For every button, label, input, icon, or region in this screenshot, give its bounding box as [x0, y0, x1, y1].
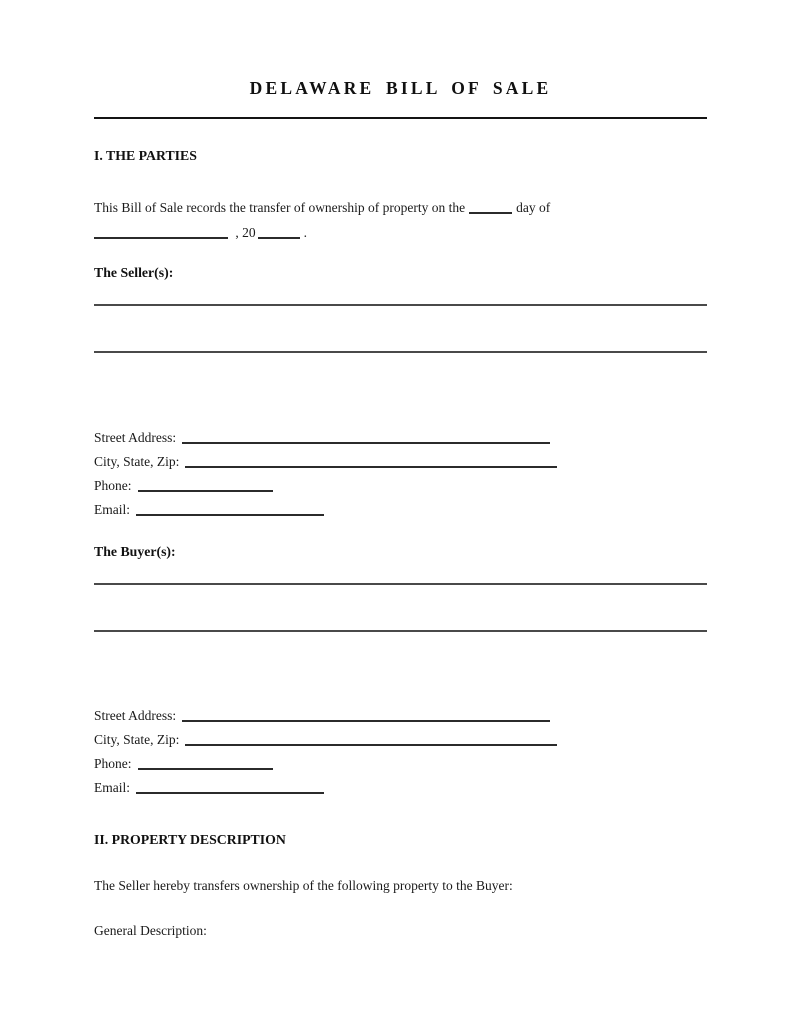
transfer-statement: The Seller hereby transfers ownership of the following property to the Buyer:: [94, 878, 513, 893]
buyer-name-line-2: [94, 585, 707, 632]
intro-text-dayof: day of: [516, 200, 551, 215]
seller-address-fields: [94, 426, 707, 522]
buyer-email-label: Email:: [94, 780, 130, 795]
seller-city-blank-line: [185, 454, 557, 468]
buyer-street-label: Street Address:: [94, 708, 177, 723]
seller-city-row: [94, 450, 707, 474]
year-blank-line: [258, 225, 300, 239]
buyer-street-row: [94, 704, 707, 728]
buyer-phone-blank-line: [138, 756, 273, 770]
month-blank-line: [94, 225, 228, 239]
seller-street-row: [94, 426, 707, 450]
seller-phone-blank-line: [138, 478, 273, 492]
intro-paragraph: [94, 195, 707, 245]
seller-name-line-1: [94, 280, 707, 306]
intro-text-period: .: [303, 225, 307, 240]
buyer-heading: The Buyer(s):: [94, 544, 176, 559]
buyer-email-blank-line: [136, 780, 324, 794]
seller-street-label: Street Address:: [94, 430, 177, 445]
buyer-phone-row: [94, 752, 707, 776]
document-title: DELAWARE BILL OF SALE: [249, 78, 552, 98]
section2-heading: II. PROPERTY DESCRIPTION: [94, 832, 286, 847]
buyer-address-fields: [94, 704, 707, 800]
buyer-phone-label: Phone:: [94, 756, 132, 771]
seller-phone-row: [94, 474, 707, 498]
seller-email-blank-line: [136, 502, 324, 516]
intro-text-comma20: , 20: [235, 225, 256, 240]
seller-heading: The Seller(s):: [94, 265, 174, 280]
general-description-label: General Description:: [94, 923, 207, 938]
section1-heading: I. THE PARTIES: [94, 148, 197, 163]
buyer-street-blank-line: [182, 708, 550, 722]
buyer-city-blank-line: [185, 732, 557, 746]
seller-email-label: Email:: [94, 502, 130, 517]
buyer-city-row: [94, 728, 707, 752]
buyer-city-label: City, State, Zip:: [94, 732, 180, 747]
intro-text-pre: This Bill of Sale records the transfer of ownership of property on the: [94, 200, 466, 215]
seller-city-label: City, State, Zip:: [94, 454, 180, 469]
title-divider-rule: [94, 117, 707, 119]
buyer-email-row: [94, 776, 707, 800]
seller-email-row: [94, 498, 707, 522]
buyer-name-line-1: [94, 559, 707, 585]
seller-phone-label: Phone:: [94, 478, 132, 493]
seller-name-line-2: [94, 306, 707, 353]
day-blank-line: [469, 200, 512, 214]
seller-street-blank-line: [182, 430, 550, 444]
